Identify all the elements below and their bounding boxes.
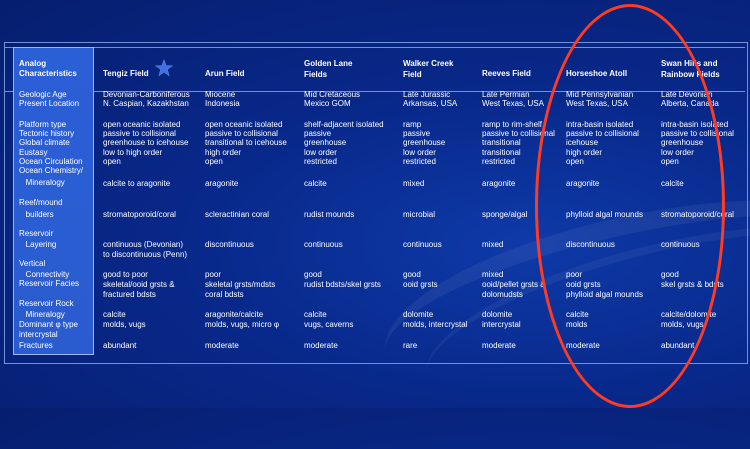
table-cell: mixed: [482, 240, 504, 249]
table-cell: Devonian-Carboniferous: [103, 90, 190, 99]
table-cell: calcite to aragonite: [103, 179, 171, 188]
row-label: Mineralogy: [19, 310, 65, 319]
table-cell: passive: [403, 129, 431, 138]
table-cell: good: [304, 270, 322, 279]
table-cell: passive: [304, 129, 332, 138]
table-cell: discontinuous: [566, 240, 615, 249]
table-cell: aragonite/calcite: [205, 310, 264, 319]
row-label: Vertical: [19, 259, 46, 268]
table-cell: aragonite: [482, 179, 516, 188]
table-cell: continuous: [661, 240, 700, 249]
star-icon: [155, 59, 173, 77]
column-header: Golden Lane: [304, 59, 353, 68]
row-label: intercrystal: [19, 330, 58, 339]
table-cell: Arkansas, USA: [403, 99, 458, 108]
table-cell: passive to collisional: [661, 129, 734, 138]
row-label: Present Location: [19, 99, 80, 108]
table-cell: sponge/algal: [482, 210, 528, 219]
table-cell: restricted: [403, 157, 436, 166]
table-cell: open oceanic isolated: [103, 120, 181, 129]
table-cell: restricted: [304, 157, 337, 166]
table-cell: ooid/pellet grsts &: [482, 280, 546, 289]
highlight-oval: [535, 4, 725, 408]
table-cell: transitional: [482, 148, 521, 157]
table-cell: moderate: [205, 341, 239, 350]
table-cell: Late Devonian: [661, 90, 713, 99]
table-cell: N. Caspian, Kazakhstan: [103, 99, 189, 108]
table-cell: Mexico GOM: [304, 99, 351, 108]
table-cell: stromatoporoid/coral: [661, 210, 734, 219]
table-cell: calcite: [304, 310, 327, 319]
table-cell: open: [661, 157, 679, 166]
table-cell: microbial: [403, 210, 436, 219]
column-header: Swan Hills and: [661, 59, 718, 68]
row-label: Layering: [19, 240, 57, 249]
table-cell: molds, vugs: [103, 320, 146, 329]
table-cell: low order: [304, 148, 337, 157]
table-cell: dolomite: [482, 310, 513, 319]
table-cell: skeletal grsts/mdsts: [205, 280, 276, 289]
table-cell: to discontinuous (Penn): [103, 250, 188, 259]
table-cell: open: [205, 157, 223, 166]
table-cell: greenhouse to icehouse: [103, 138, 189, 147]
table-cell: greenhouse: [403, 138, 446, 147]
column-header: Tengiz Field: [103, 69, 149, 78]
table-cell: high order: [566, 148, 603, 157]
table-cell: mixed: [482, 270, 504, 279]
table-cell: moderate: [304, 341, 338, 350]
table-cell: ramp: [403, 120, 422, 129]
row-label: Ocean Chemistry/: [19, 166, 84, 175]
row-label: Reservoir Rock: [19, 299, 74, 308]
row-label: Global climate: [19, 138, 70, 147]
table-cell: high order: [205, 148, 242, 157]
table-cell: good: [661, 270, 679, 279]
table-cell: good to poor: [103, 270, 148, 279]
table-cell: calcite: [566, 310, 589, 319]
table-cell: open: [566, 157, 584, 166]
table-cell: passive to collisional: [103, 129, 176, 138]
table-cell: West Texas, USA: [482, 99, 544, 108]
table-cell: phylloid algal mounds: [566, 290, 643, 299]
table-cell: skel grsts & bdsts: [661, 280, 724, 289]
table-cell: stromatoporoid/coral: [103, 210, 176, 219]
table-cell: transitional: [482, 138, 521, 147]
table-cell: continuous: [304, 240, 343, 249]
table-cell: ooid grsts: [566, 280, 601, 289]
table-cell: icehouse: [566, 138, 599, 147]
table-cell: Alberta, Canada: [661, 99, 719, 108]
row-label: Reef/mound: [19, 198, 63, 207]
table-cell: moderate: [566, 341, 600, 350]
row-label: Connectivity: [19, 270, 70, 279]
header-label-line: Characteristics: [19, 69, 77, 78]
table-cell: good: [403, 270, 421, 279]
table-cell: transitional to icehouse: [205, 138, 287, 147]
table-cell: vugs, caverns: [304, 320, 354, 329]
table-cell: passive to collisional: [482, 129, 555, 138]
table-cell: molds, vugs,: [661, 320, 706, 329]
row-label: Reservoir Facies: [19, 279, 80, 288]
table-cell: rudist bdsts/skel grsts: [304, 280, 381, 289]
column-header: Arun Field: [205, 69, 245, 78]
table-cell: mixed: [403, 179, 425, 188]
table-cell: coral bdsts: [205, 290, 244, 299]
table-cell: calcite: [304, 179, 327, 188]
table-cell: fractured bdsts: [103, 290, 156, 299]
table-cell: dolomudsts: [482, 290, 523, 299]
row-label: Fractures: [19, 341, 53, 350]
column-header: Field: [403, 70, 422, 79]
table-cell: open: [103, 157, 121, 166]
table-cell: West Texas, USA: [566, 99, 628, 108]
table-cell: moderate: [482, 341, 516, 350]
column-header: Walker Creek: [403, 59, 454, 68]
table-cell: calcite/dolomite: [661, 310, 717, 319]
table-cell: intercrystal: [482, 320, 521, 329]
row-label: Platform type: [19, 120, 67, 129]
row-label: Reservoir: [19, 229, 54, 238]
table-cell: skeletal/ooid grsts &: [103, 280, 175, 289]
table-cell: rudist mounds: [304, 210, 355, 219]
row-label: builders: [19, 210, 54, 219]
table-cell: Miocene: [205, 90, 236, 99]
table-cell: shelf-adjacent isolated: [304, 120, 384, 129]
row-label: Dominant φ type: [19, 320, 78, 329]
table-cell: passive to collisional: [205, 129, 278, 138]
column-header: Reeves Field: [482, 69, 531, 78]
header-label-line: Analog: [19, 59, 47, 68]
table-cell: ramp to rim-shelf: [482, 120, 543, 129]
table-cell: abundant: [661, 341, 695, 350]
table-cell: Indonesia: [205, 99, 240, 108]
table-cell: greenhouse: [304, 138, 347, 147]
table-cell: ooid grsts: [403, 280, 438, 289]
table-cell: aragonite: [205, 179, 239, 188]
column-header: Horseshoe Atoll: [566, 69, 628, 78]
table-cell: Mid Cretaceous: [304, 90, 361, 99]
table-cell: open oceanic isolated: [205, 120, 283, 129]
table-cell: aragonite: [566, 179, 600, 188]
table-cell: molds: [566, 320, 588, 329]
table-cell: discontinuous: [205, 240, 254, 249]
table-cell: Late Permian: [482, 90, 530, 99]
table-cell: continuous: [403, 240, 442, 249]
table-cell: molds, vugs, micro φ: [205, 320, 280, 329]
table-cell: calcite: [103, 310, 126, 319]
table-cell: phylloid algal mounds: [566, 210, 643, 219]
row-label: Tectonic history: [19, 129, 75, 138]
row-label: Ocean Circulation: [19, 157, 83, 166]
table-cell: dolomite: [403, 310, 434, 319]
column-header: Rainbow Fields: [661, 70, 720, 79]
row-label: Eustasy: [19, 148, 48, 157]
table-cell: Mid Pennsylvanian: [566, 90, 634, 99]
table-cell: poor: [205, 270, 222, 279]
table-cell: abundant: [103, 341, 137, 350]
table-cell: intra-basin isolated: [661, 120, 729, 129]
table-cell: low to high order: [103, 148, 163, 157]
table-cell: poor: [566, 270, 583, 279]
table-cell: molds, intercrystal: [403, 320, 468, 329]
table-cell: calcite: [661, 179, 684, 188]
table-cell: low order: [403, 148, 436, 157]
table-cell: continuous (Devonian): [103, 240, 184, 249]
table-cell: restricted: [482, 157, 515, 166]
table-cell: passive to collisional: [566, 129, 639, 138]
table-cell: greenhouse: [661, 138, 704, 147]
row-label: Mineralogy: [19, 178, 65, 187]
table-cell: scleractinian coral: [205, 210, 270, 219]
table-cell: rare: [403, 341, 418, 350]
table-cell: Late Jurassic: [403, 90, 451, 99]
column-header: Fields: [304, 70, 328, 79]
table-cell: low order: [661, 148, 694, 157]
table-cell: intra-basin isolated: [566, 120, 634, 129]
row-label: Geologic Age: [19, 90, 67, 99]
